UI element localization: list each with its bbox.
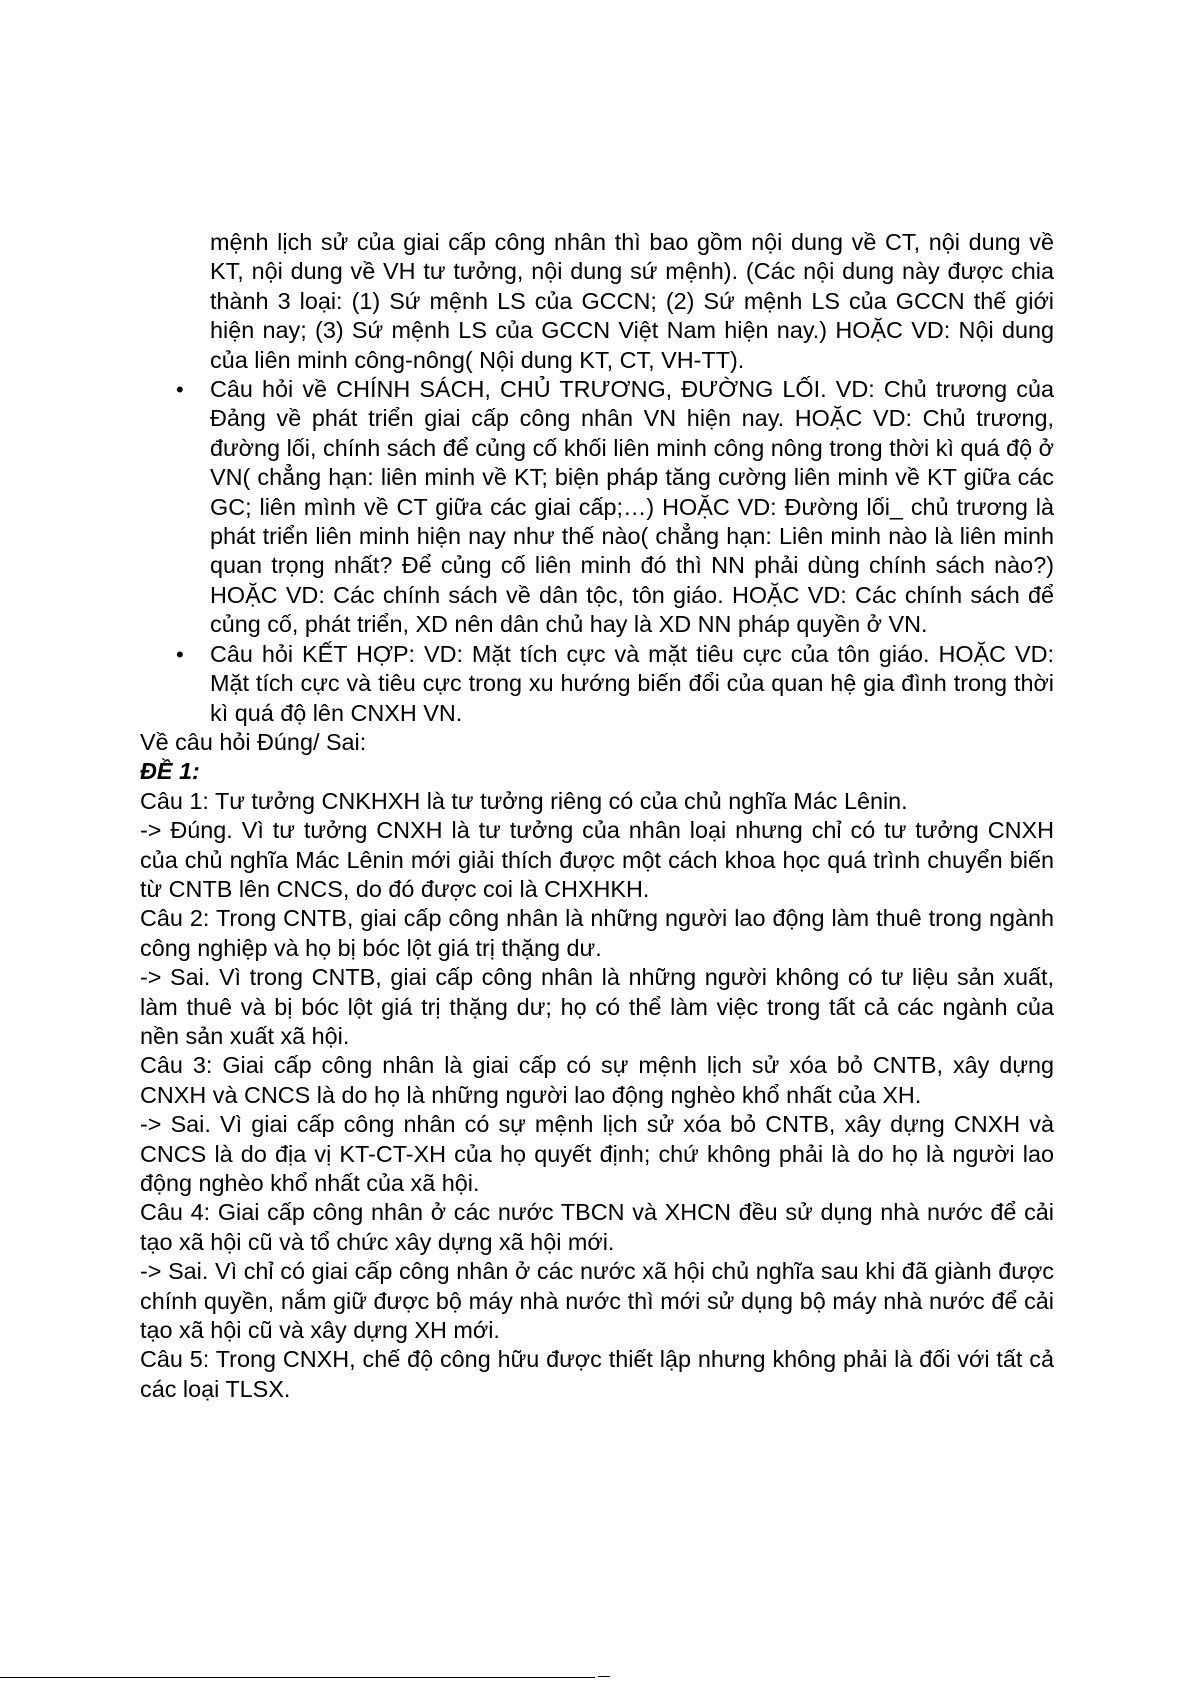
footer-divider xyxy=(0,1677,595,1678)
exam-title: ĐỀ 1: xyxy=(140,758,200,785)
answer-1: -> Đúng. Vì tư tưởng CNXH là tư tưởng của nhân loại nhưng chỉ có tư tưởng CNXH của chủ nghĩa Mác Lênin mới giải thích được một cách khoa học quá trình chuyển biến từ CNTB lên CNCS, do đó được coi là CHXHKH. xyxy=(140,817,1054,902)
footer-divider-tick xyxy=(598,1676,610,1677)
question-1: Câu 1: Tư tưởng CNKHXH là tư tưởng riêng có của chủ nghĩa Mác Lênin. xyxy=(140,787,908,814)
question-5: Câu 5: Trong CNXH, chế độ công hữu được thiết lập nhưng không phải là đối với tất cả các loại TLSX. xyxy=(140,1346,1054,1402)
continuation-paragraph: mệnh lịch sử của giai cấp công nhân thì bao gồm nội dung về CT, nội dung về KT, nội dung về VH tư tưởng, nội dung sứ mệnh). (Các nội dung này được chia thành 3 loại: (1) Sứ mệnh LS của GCCN; (2) Sứ mệnh LS của GCCN thế giới hiện nay; (3) Sứ mệnh LS của GCCN Việt Nam hiện nay.) HOẶC VD: Nội dung của liên minh công-nông( Nội dung KT, CT, VH-TT). xyxy=(210,229,1054,373)
answer-3: -> Sai. Vì giai cấp công nhân có sự mệnh lịch sử xóa bỏ CNTB, xây dựng CNXH và CNCS là do địa vị KT-CT-XH của họ quyết định; chứ không phải là do họ là người lao động nghèo khổ nhất của xã hội. xyxy=(140,1111,1054,1196)
question-4: Câu 4: Giai cấp công nhân ở các nước TBCN và XHCN đều sử dụng nhà nước để cải tạo xã hội cũ và tổ chức xây dựng xã hội mới. xyxy=(140,1199,1054,1255)
answer-4: -> Sai. Vì chỉ có giai cấp công nhân ở các nước xã hội chủ nghĩa sau khi đã giành được chính quyền, nắm giữ được bộ máy nhà nước thì mới sử dụng bộ máy nhà nước để cải tạo xã hội cũ và xây dựng XH mới. xyxy=(140,1258,1054,1344)
question-type-list xyxy=(140,375,1054,728)
truefalse-heading: Về câu hỏi Đúng/ Sai: xyxy=(140,728,367,755)
document-page xyxy=(140,228,1054,1404)
question-2: Câu 2: Trong CNTB, giai cấp công nhân là những người lao động làm thuê trong ngành công nghiệp và họ bị bóc lột giá trị thặng dư. xyxy=(140,905,1054,961)
list-item-text: Câu hỏi KẾT HỢP: VD: Mặt tích cực và mặt tiêu cực của tôn giáo. HOẶC VD: Mặt tích cực và tiêu cực trong xu hướng biến đổi của quan hệ gia đình trong thời kì quá độ lên CNXH VN. xyxy=(210,640,1054,726)
list-item-text: Câu hỏi về CHÍNH SÁCH, CHỦ TRƯƠNG, ĐƯỜNG LỐI. VD: Chủ trương của Đảng về phát triển giai cấp công nhân VN hiện nay. HOẶC VD: Chủ trương, đường lối, chính sách để củng cố khối liên minh công nông trong thời kì quá độ ở VN( chẳng hạn: liên minh về KT; biện pháp tăng cường liên minh về KT giữa các GC; liên mình về CT giữa các giai cấp;…) HOẶC VD: Đường lối_ chủ trương là phát triển liên minh hiện nay như thế nào( chẳng hạn: Liên minh nào là liên minh quan trọng nhất? Để củng cố liên minh đó thì NN phải dùng chính sách nào?) HOẶC VD: Các chính sách về dân tộc, tôn giáo. HOẶC VD: Các chính sách để củng cố, phát triển, XD nên dân chủ hay là XD NN pháp quyền ở VN. xyxy=(210,376,1054,638)
list-item xyxy=(140,640,1054,728)
bullet-icon: • xyxy=(176,377,184,403)
bullet-icon: • xyxy=(176,641,184,667)
question-3: Câu 3: Giai cấp công nhân là giai cấp có sự mệnh lịch sử xóa bỏ CNTB, xây dựng CNXH và CNCS là do họ là những người lao động nghèo khổ nhất của XH. xyxy=(140,1052,1054,1108)
answer-2: -> Sai. Vì trong CNTB, giai cấp công nhân là những người không có tư liệu sản xuất, làm thuê và bị bóc lột giá trị thặng dư; họ có thể làm việc trong tất cả các ngành của nền sản xuất xã hội. xyxy=(140,964,1054,1049)
list-item xyxy=(140,375,1054,640)
